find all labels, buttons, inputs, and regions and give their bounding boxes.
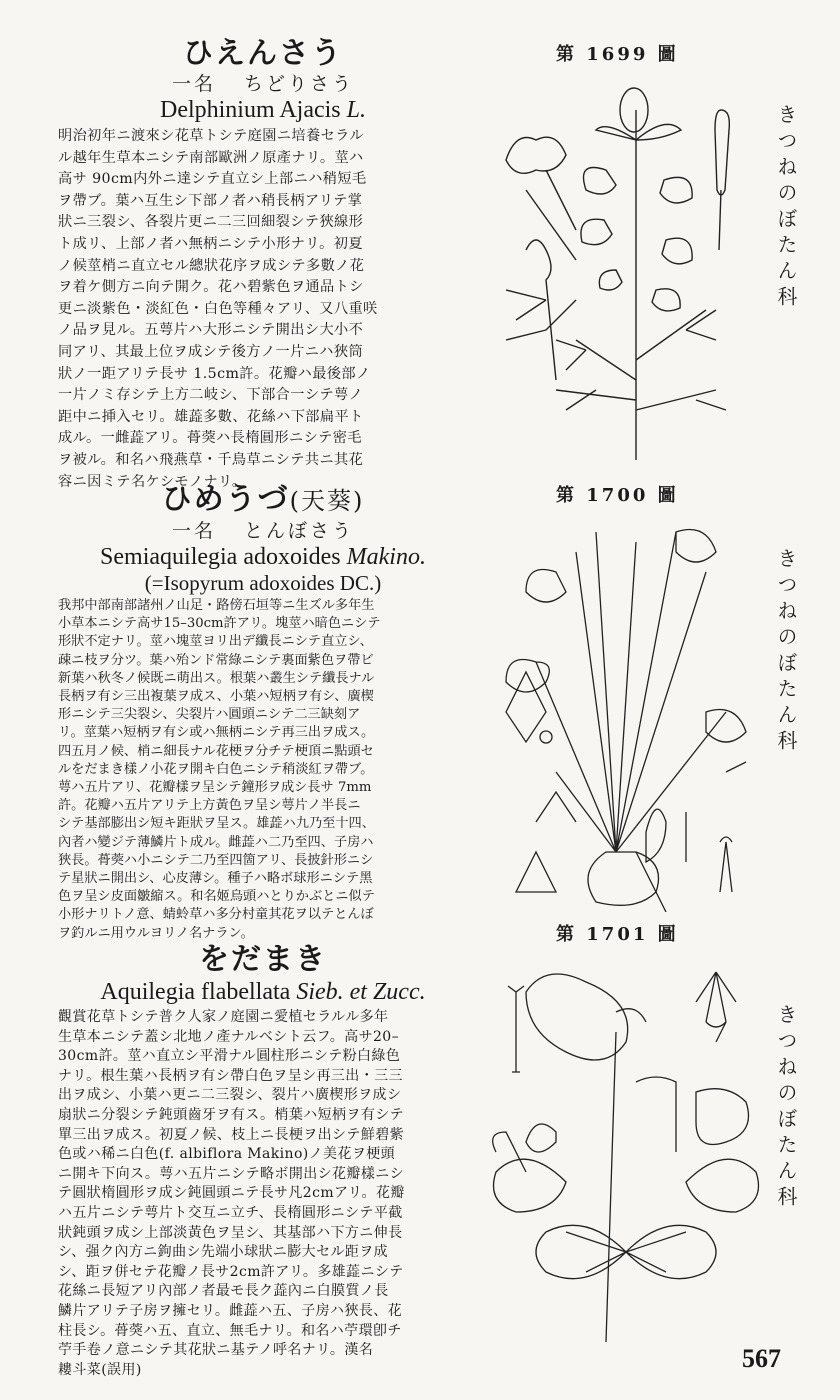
description-line: ト成リ、上部ノ者ハ無柄ニシテ小形ナリ。初夏 (58, 235, 363, 252)
description-line: 單三出ヲ成ス。初夏ノ候、枝上ニ長梗ヲ出シテ鮮碧紫 (58, 1126, 405, 1143)
description-line: ヲ被ル。和名ハ飛燕草・千鳥草ニシテ共ニ其花 (58, 451, 364, 468)
description-line: ハ五片ニシテ萼片ト交互ニ立チ、長楕圓形ニシテ平截 (58, 1204, 403, 1221)
description-line: 成ル。一雌蕋アリ。蓇葖ハ長楕圓形ニシテ密毛 (58, 430, 362, 447)
description-line: 長柄ヲ有シ三出複葉ヲ成ス、小葉ハ短柄ヲ有シ、廣楔 (58, 689, 374, 705)
description-line: 狹長。蓇葖ハ小ニシテ二乃至四箇アリ、長披針形ニシ (58, 852, 374, 868)
page-number: 567 (742, 1344, 781, 1373)
description-line: シ、强ク內方ニ鉤曲シ先端小球狀ニ膨大セル距ヲ成 (58, 1244, 389, 1261)
description-line: ル越年生草本ニシテ南部歐洲ノ原產ナリ。莖ハ (58, 149, 364, 166)
entry-title: をだまき (199, 942, 327, 977)
delphinium-illustration (486, 80, 746, 460)
description-line: 內者ハ變ジテ薄鱗片ト成ル。雌蕋ハ二乃至四、子房ハ (58, 834, 374, 850)
description-line: 耬斗菜(誤用) (58, 1361, 142, 1378)
description-line: テ圓狀楕圓形ヲ成シ鈍圓頭ニテ長サ凡2cmアリ。花瓣 (58, 1185, 405, 1202)
entry-odamaki (58, 942, 468, 1380)
description-line: ルをだまき樣ノ小花ヲ開キ白色ニシテ稍淡紅ヲ帶ブ。 (58, 761, 374, 777)
description-line: 容ニ因ミテ名ケシモノナリ。 (58, 473, 247, 490)
figure-label: 第 1700 圖 (556, 485, 679, 506)
description-line: リ。莖葉ハ短柄ヲ有シ或ハ無柄ニシテ再三出ヲ成ス。 (58, 725, 375, 741)
description-line: テ星狀ニ開出シ、心皮薄シ。種子ハ略ボ球形ニシテ黑 (58, 871, 373, 887)
entry-hiensou (58, 36, 468, 493)
description-line: 苧手卷ノ意ニシテ其花狀ニ基テノ呼名ナリ。漢名 (58, 1342, 374, 1359)
scientific-name: Aquilegia flabellata Sieb. et Zucc. (100, 979, 426, 1005)
family-label: きつねのぼたん科 (774, 548, 798, 756)
entry-description (58, 126, 468, 493)
description-line: 新葉ハ秋冬ノ候既ニ萌出ス。根葉ハ叢生シテ纖長ナル (58, 670, 375, 686)
description-line: シテ基部膨出シ短キ距狀ヲ呈ス。雄蕋ハ九乃至十四、 (58, 816, 375, 832)
description-line: 出ヲ成シ、小葉ハ更ニ二三裂シ、裂片ハ廣楔形ヲ成シ (58, 1087, 402, 1104)
description-line: 狀ニ三裂シ、各裂片更ニ二三回細裂シテ狹線形 (58, 214, 364, 231)
description-line: 萼ハ五片アリ、花瓣樣ヲ呈シテ鐘形ヲ成シ長サ 7mm (58, 780, 372, 796)
description-line: シ、距ヲ併セテ花瓣ノ長サ2cm許アリ。多雄蕋ニシテ (58, 1263, 404, 1280)
synonym: (=Isopyrum adoxoides DC.) (144, 571, 382, 595)
semiaquilegia-illustration (476, 512, 776, 912)
description-line: 狀ノ一距アリテ長サ 1.5cm許。花瓣ハ最後部ノ (58, 365, 371, 382)
description-line: ノ候莖梢ニ直立セル總狀花序ヲ成シテ多數ノ花 (58, 257, 365, 274)
description-line: ノ品ヲ見ル。五萼片ハ大形ニシテ開出シ大小不 (58, 322, 364, 339)
figure-label: 第 1701 圖 (556, 924, 679, 945)
family-label: きつねのぼたん科 (774, 104, 798, 312)
alternate-name: 一名 ちどりさう (171, 73, 355, 95)
description-line: 小形ナリトノ意、蜻蛉草ハ多分村童其花ヲ以テとんぼ (58, 907, 374, 923)
description-line: 色ヲ呈シ皮面皺縮ス。和名姬烏頭ハとりかぶとニ似テ (58, 889, 375, 905)
entry-title: ひめうづ(天葵) (161, 482, 365, 517)
entry-title: ひえんさう (183, 36, 343, 71)
description-line: 距中ニ挿入セリ。雄蕋多數、花絲ハ下部扁平ト (58, 408, 364, 425)
entry-himeuzu (58, 482, 468, 943)
description-line: 色或ハ稀ニ白色(f. albiflora Makino)ノ美花ヲ梗頭 (58, 1146, 396, 1163)
description-line: 30cm許。莖ハ直立シ平滑ナル圓柱形ニシテ粉白綠色 (58, 1048, 401, 1065)
description-line: 高サ 90cm内外ニ達シテ直立シ上部ニハ稍短毛 (58, 171, 367, 188)
description-line: ヲ釣ルニ用ウルヨリノ名ナラン。 (58, 925, 254, 941)
description-line: 柱長シ。蓇葖ハ五、直立、無毛ナリ。和名ハ苧環卽チ (58, 1322, 402, 1339)
description-line: 觀賞花草トシテ普ク人家ノ庭園ニ愛植セラルル多年 (58, 1009, 389, 1025)
description-line: 許。花瓣ハ五片アリテ上方黃色ヲ呈シ萼片ノ半長ニ (58, 798, 361, 814)
description-line: 我邦中部南部諸州ノ山足・路傍石垣等ニ生ズル多年生 (58, 598, 375, 613)
description-line: 形狀不定ナリ。莖ハ塊莖ヨリ出デ纖長ニシテ直立シ、 (58, 634, 373, 650)
aquilegia-illustration (476, 952, 776, 1342)
description-line: 更ニ淡紫色・淡紅色・白色等種々アリ、又八重咲 (58, 300, 378, 317)
description-line: 扇狀ニ分裂シテ鈍頭齒牙ヲ有ス。梢葉ハ短柄ヲ有シテ (58, 1106, 405, 1123)
entry-description (58, 597, 468, 943)
description-line: 生草本ニシテ蓋シ北地ノ產ナルベシト云フ。高サ20– (58, 1028, 399, 1045)
description-line: 鱗片アリテ子房ヲ擁セリ。雌蕋ハ五、子房ハ狹長、花 (58, 1302, 403, 1319)
alternate-name: 一名 とんぼさう (171, 520, 355, 542)
description-line: 明治初年ニ渡來シ花草トシテ庭園ニ培養セラル (58, 128, 364, 144)
description-line: ナリ。根生葉ハ長柄ヲ有シ帶白色ヲ呈シ再三出・三三 (58, 1067, 403, 1084)
scientific-name: Delphinium Ajacis L. (159, 97, 366, 123)
description-line: 疎ニ枝ヲ分ツ。葉ハ殆ンド常綠ニシテ裏面紫色ヲ帶ビ (58, 652, 374, 668)
description-line: 狀鈍頭ヲ成シ上部淡黃色ヲ呈シ、其基部ハ下方ニ伸長 (58, 1224, 403, 1241)
description-line: 同アリ、其最上位ヲ成シテ後方ノ一片ニハ狹筒 (58, 343, 364, 360)
description-line: 一片ノミ存シテ上方二岐シ、下部合一シテ萼ノ (58, 387, 364, 404)
family-label: きつねのぼたん科 (774, 1004, 798, 1212)
description-line: ニ開キ下向ス。萼ハ五片ニシテ略ボ開出シ花瓣樣ニシ (58, 1165, 405, 1182)
entry-description (58, 1008, 468, 1380)
description-line: 小草本ニシテ高サ15–30cm許アリ。塊莖ハ暗色ニシテ (58, 616, 381, 632)
description-line: 形ニシテ三尖裂シ、尖裂片ハ圓頭ニシテ二三缺刻ア (58, 707, 361, 723)
scientific-name: Semiaquilegia adoxoides Makino. (100, 544, 426, 570)
description-line: ヲ着ケ側方ニ向テ開ク。花ハ碧紫色ヲ通品トシ (58, 279, 364, 296)
description-line: ヲ帶ブ。葉ハ互生シ下部ノ者ハ稍長柄アリテ掌 (58, 192, 363, 209)
description-line: 四五月ノ候、梢ニ細長ナル花梗ヲ分チテ梗頂ニ點頭セ (58, 743, 374, 759)
figure-label: 第 1699 圖 (556, 44, 679, 65)
description-line: 花絲ニ長短アリ內部ノ者最モ長ク蕋內ニ白膜質ノ長 (58, 1283, 389, 1300)
